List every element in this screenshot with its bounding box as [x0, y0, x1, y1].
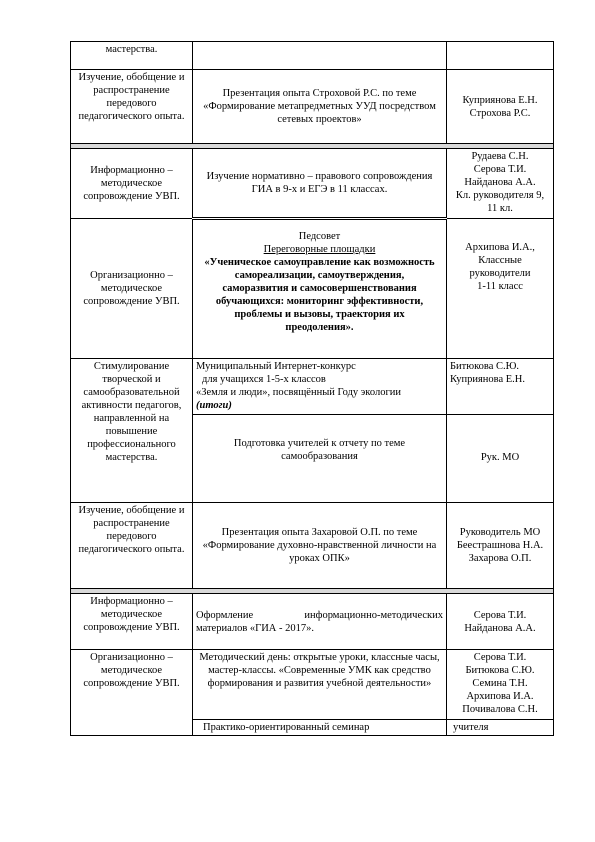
direction-text: мастерства.: [105, 44, 158, 55]
direction-cell: [71, 594, 193, 650]
responsible-name: Почивалова С.Н.: [462, 704, 538, 715]
direction-cell: [71, 650, 193, 736]
responsible-name: Битюкова С.Ю.: [465, 665, 535, 676]
event-cell: [193, 42, 447, 70]
responsible-cell: [447, 149, 554, 219]
direction-text: Информационно – методическое сопровождение УВП.: [83, 165, 180, 202]
responsible-name: Архипова И.А.: [466, 691, 534, 702]
direction-cell: [71, 42, 193, 70]
event-note: (итоги): [196, 400, 232, 411]
responsible-name: учителя: [453, 722, 489, 733]
event-text: Практико-ориентированный семинар: [203, 722, 370, 733]
direction-cell: [71, 149, 193, 219]
direction-text: Изучение, обобщение и распространение передового педагогического опыта.: [78, 72, 185, 122]
responsible-cell: [447, 594, 554, 650]
table-row: [71, 503, 554, 589]
table-row: [71, 594, 554, 650]
responsible-cell: [447, 42, 554, 70]
direction-cell: [71, 359, 193, 503]
table-row: [71, 219, 554, 359]
direction-text: Организационно – методическое сопровождение УВП.: [83, 270, 180, 307]
responsible-name: Серова Т.И.: [473, 609, 527, 621]
direction-text: Информационно – методическое сопровождение УВП.: [83, 596, 180, 633]
event-cell: [193, 219, 447, 359]
direction-text: Организационно – методическое сопровождение УВП.: [83, 652, 180, 689]
event-cell: [193, 594, 447, 650]
responsible-cell: [447, 415, 554, 503]
responsible-name: Куприянова Е.Н.: [462, 94, 538, 106]
direction-cell: [71, 70, 193, 144]
event-text: Муниципальный Интернет-конкурс: [196, 361, 356, 372]
event-cell: [193, 503, 447, 589]
direction-text: Стимулирование творческой и самообразовательной активности педагогов, направленной на повышение профессионального мастерства.: [81, 361, 182, 463]
event-text: Презентация опыта Строховой Р.С. по теме «Формирование метапредметных УУД посредством сетевых проектов»: [203, 88, 436, 125]
responsible-name: Кл. руководителя 9, 11 кл.: [455, 190, 545, 214]
responsible-name: Семина Т.Н.: [472, 678, 528, 689]
table-row: [71, 650, 554, 720]
event-text: Методический день: открытые уроки, классные часы, мастер-классы. «Современные УМК как средство формирования и развития учебной деятельности»: [199, 652, 440, 689]
responsible-name: Битюкова С.Ю.: [450, 361, 520, 372]
responsible-name: Серова Т.И.: [473, 164, 527, 175]
responsible-name: Куприянова Е.Н.: [450, 374, 526, 385]
responsible-cell: [447, 503, 554, 589]
event-title: Педсовет: [298, 231, 341, 242]
responsible-name: Захарова О.П.: [468, 553, 532, 564]
table-row: [71, 359, 554, 415]
responsible-name: 1-11 класс: [477, 281, 523, 292]
table-row: [71, 149, 554, 219]
responsible-name: Беестрашнова Н.А.: [456, 540, 544, 551]
event-cell: [193, 720, 447, 736]
event-text: для учащихся 1-5-х классов: [202, 374, 326, 385]
direction-cell: [71, 503, 193, 589]
event-text: «Земля и люди», посвящённый Году экологии: [196, 387, 402, 398]
event-text: Подготовка учителей к отчету по теме самообразования: [233, 438, 406, 462]
responsible-name: Найданова А.А.: [464, 622, 536, 634]
event-cell: [193, 650, 447, 720]
responsible-cell: [447, 70, 554, 144]
event-cell: [193, 415, 447, 503]
responsible-name: Рук. МО: [480, 452, 520, 463]
responsible-name: Рудаева С.Н.: [471, 151, 529, 162]
responsible-cell: [447, 219, 554, 359]
responsible-cell: [447, 720, 554, 736]
event-text: Презентация опыта Захаровой О.П. по теме «Формирование духовно-нравственной личности на уроках ОПК»: [202, 527, 437, 564]
direction-cell: [71, 219, 193, 359]
event-cell: [193, 70, 447, 144]
responsible-name: Архипова И.А.,: [465, 242, 535, 253]
event-cell: [193, 149, 447, 219]
plan-table: [70, 41, 554, 736]
responsible-name: Серова Т.И.: [473, 652, 527, 663]
responsible-cell: [447, 650, 554, 720]
event-text: «Ученическое самоуправление как возможность самореализации, самоутверждения, саморазвития и самосовершенствования обучающихся: мониторинг эффективности, проблемы и вызовы, траектория их преодоления».: [204, 257, 435, 333]
direction-text: Изучение, обобщение и распространение передового педагогического опыта.: [78, 505, 185, 555]
responsible-cell: [447, 359, 554, 415]
event-subtitle: Переговорные площадки: [263, 244, 376, 255]
table-row: [71, 42, 554, 70]
event-text: Изучение нормативно – правового сопровождения ГИА в 9-х и ЕГЭ в 11 классах.: [206, 171, 433, 195]
responsible-name: Строхова Р.С.: [469, 107, 531, 119]
table-row: [71, 70, 554, 144]
responsible-name: Классные руководители: [469, 255, 531, 279]
event-cell: [193, 359, 447, 415]
responsible-name: Найданова А.А.: [464, 177, 536, 188]
responsible-name: Руководитель МО: [459, 527, 541, 538]
event-text: Оформление информационно-методических материалов «ГИА - 2017».: [196, 609, 443, 634]
